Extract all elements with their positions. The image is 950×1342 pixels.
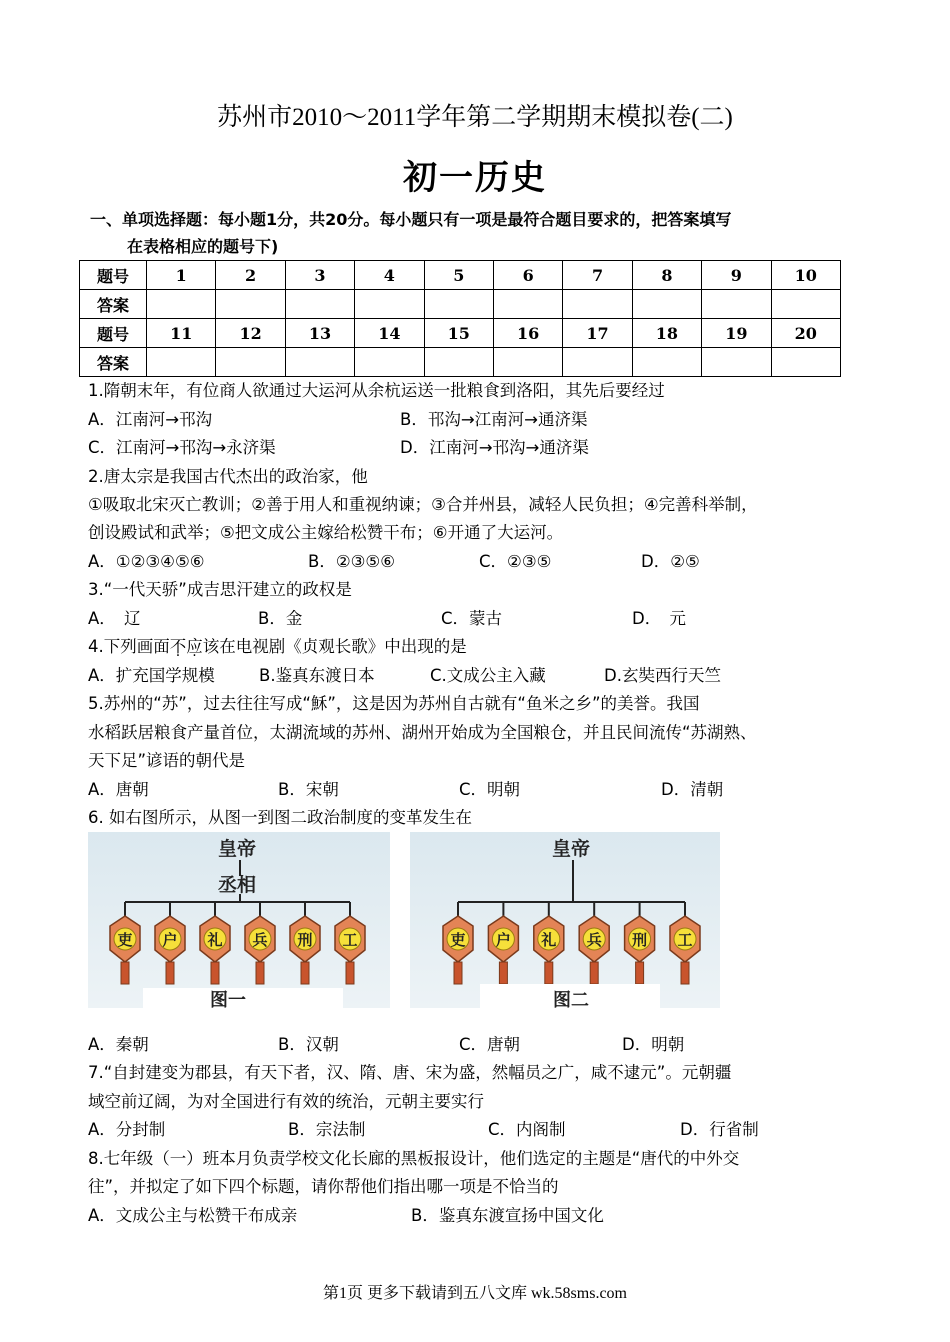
exam-subject: 初一历史 xyxy=(403,158,547,198)
emphasis-char: 应 xyxy=(186,637,203,656)
option-c: C．②③⑤ xyxy=(479,552,552,571)
question-8-line-1: 8.七年级（一）班本月负责学校文化长廊的黑板报设计，他们选定的主题是“唐代的中外交 xyxy=(88,1149,740,1168)
emphasis-char: 不 xyxy=(169,637,187,656)
option-a: A．江南河→邗沟 xyxy=(88,410,213,429)
option-d: D．清朝 xyxy=(661,780,724,799)
option-a: A．文成公主与松赞干布成亲 xyxy=(88,1206,298,1225)
option-a: A． 辽 xyxy=(88,609,141,628)
table-row xyxy=(80,290,841,319)
ministry-box xyxy=(670,902,700,984)
emperor-label: 皇帝 xyxy=(552,838,591,860)
option-a: A．秦朝 xyxy=(88,1035,149,1054)
answer-cell[interactable] xyxy=(147,348,216,377)
answer-cell[interactable] xyxy=(147,290,216,319)
table-cell: 1 xyxy=(147,261,216,290)
question-8-line-2: 往”，并拟定了如下四个标题，请你帮他们指出哪一项是不恰当的 xyxy=(88,1177,559,1196)
answer-label: 答案 xyxy=(80,348,147,377)
option-b: B．鉴真东渡宣扬中国文化 xyxy=(411,1206,604,1225)
answer-cell[interactable] xyxy=(424,290,493,319)
section-line-2: 在表格相应的题号下) xyxy=(127,237,279,256)
answer-cell[interactable] xyxy=(424,348,493,377)
table-cell: 15 xyxy=(424,319,493,348)
table-cell: 6 xyxy=(493,261,562,290)
question-5-line-2: 水稻跃居粮食产量首位，太湖流域的苏州、湖州开始成为全国粮仓，并且民间流传“苏湖熟、 xyxy=(88,723,757,742)
option-d: D． 元 xyxy=(632,609,686,628)
ministry-label: 户 xyxy=(495,931,511,949)
table-cell: 4 xyxy=(355,261,424,290)
answer-cell[interactable] xyxy=(563,348,632,377)
ministry-label: 礼 xyxy=(207,931,223,949)
question-7-line-1: 7.“自封建变为郡县，有天下者，汉、隋、唐、宋为盛，然幅员之广，咸不逮元”。元朝疆 xyxy=(88,1063,732,1082)
answer-cell[interactable] xyxy=(702,290,771,319)
option-c: C．唐朝 xyxy=(459,1035,521,1054)
option-b: B.鉴真东渡日本 xyxy=(259,666,375,685)
question-number-label: 题号 xyxy=(80,261,147,290)
table-cell: 13 xyxy=(285,319,354,348)
table-row xyxy=(80,319,841,348)
table-row xyxy=(80,261,841,290)
option-d: D．②⑤ xyxy=(641,552,700,571)
ministry-label: 吏 xyxy=(450,931,466,949)
answer-cell[interactable] xyxy=(771,348,840,377)
answer-cell[interactable] xyxy=(355,290,424,319)
option-a: A．唐朝 xyxy=(88,780,149,799)
ministry-label: 兵 xyxy=(586,931,602,949)
answer-cell[interactable] xyxy=(216,290,285,319)
figure-two-caption: 图二 xyxy=(553,990,589,1011)
option-c: C．江南河→邗沟→永济渠 xyxy=(88,438,276,457)
ministry-box xyxy=(534,902,564,984)
answer-cell[interactable] xyxy=(563,290,632,319)
question-2-detail-2: 创设殿试和武举；⑤把文成公主嫁给松赞干布；⑥开通了大运河。 xyxy=(88,523,564,542)
ministry-label: 兵 xyxy=(252,931,268,949)
answer-cell[interactable] xyxy=(285,290,354,319)
question-4-stem-post: 该在电视剧《贞观长歌》中出现的是 xyxy=(202,637,467,656)
table-cell: 2 xyxy=(216,261,285,290)
exam-title: 苏州市2010～2011学年第二学期期末模拟卷(二) xyxy=(217,104,733,131)
answer-cell[interactable] xyxy=(632,348,701,377)
option-c: C．明朝 xyxy=(459,780,521,799)
answer-cell[interactable] xyxy=(632,290,701,319)
option-b: B．宗法制 xyxy=(288,1120,366,1139)
answer-cell[interactable] xyxy=(771,290,840,319)
option-a: A．分封制 xyxy=(88,1120,166,1139)
answer-cell[interactable] xyxy=(493,290,562,319)
option-b: B．汉朝 xyxy=(278,1035,339,1054)
table-cell: 8 xyxy=(632,261,701,290)
ministry-label: 工 xyxy=(342,931,358,949)
table-cell: 5 xyxy=(424,261,493,290)
chancellor-label: 丞相 xyxy=(218,874,257,896)
table-cell: 14 xyxy=(355,319,424,348)
option-c: C．内阁制 xyxy=(488,1120,566,1139)
page-footer: 第1页 更多下载请到五八文库 wk.58sms.com xyxy=(322,1285,627,1302)
option-b: B．邗沟→江南河→通济渠 xyxy=(400,410,588,429)
section-line-1: 一、单项选择题：每小题1分，共20分。每小题只有一项是最符合题目要求的，把答案填写 xyxy=(90,210,732,229)
answer-cell[interactable] xyxy=(285,348,354,377)
option-a: A．扩充国学规模 xyxy=(88,666,215,685)
table-row xyxy=(80,348,841,377)
answer-label: 答案 xyxy=(80,290,147,319)
table-cell: 12 xyxy=(216,319,285,348)
table-cell: 17 xyxy=(563,319,632,348)
option-b: B．②③⑤⑥ xyxy=(308,552,395,571)
table-cell: 18 xyxy=(632,319,701,348)
table-cell: 7 xyxy=(563,261,632,290)
table-cell: 16 xyxy=(493,319,562,348)
answer-cell[interactable] xyxy=(216,348,285,377)
figure-one xyxy=(88,832,390,1011)
option-d: D．行省制 xyxy=(680,1120,759,1139)
ministry-box xyxy=(579,902,609,984)
emperor-label: 皇帝 xyxy=(218,838,257,860)
option-b: B．宋朝 xyxy=(278,780,339,799)
question-6-stem: 6. 如右图所示，从图一到图二政治制度的变革发生在 xyxy=(88,808,472,827)
answer-cell[interactable] xyxy=(355,348,424,377)
question-7-line-2: 域空前辽阔，为对全国进行有效的统治，元朝主要实行 xyxy=(88,1092,484,1111)
ministry-box xyxy=(200,902,230,984)
section-instructions xyxy=(90,206,870,260)
answer-cell[interactable] xyxy=(702,348,771,377)
question-4-stem xyxy=(88,633,878,662)
ministry-box xyxy=(625,902,655,984)
ministry-label: 礼 xyxy=(541,931,557,949)
figure-one-caption: 图一 xyxy=(210,990,246,1011)
ministry-box xyxy=(155,902,185,984)
option-d: D．江南河→邗沟→通济渠 xyxy=(400,438,589,457)
ministry-label: 吏 xyxy=(117,931,133,949)
table-cell: 9 xyxy=(702,261,771,290)
figure-two xyxy=(410,832,720,1011)
ministry-box xyxy=(443,902,473,984)
option-c: C.文成公主入藏 xyxy=(430,666,546,685)
question-5-line-3: 天下足”谚语的朝代是 xyxy=(88,751,246,770)
question-4-stem-pre: 4.下列画面 xyxy=(88,637,170,656)
table-cell: 10 xyxy=(771,261,840,290)
ministry-box xyxy=(245,902,275,984)
ministry-box xyxy=(488,902,518,984)
ministry-label: 工 xyxy=(677,931,693,949)
table-cell: 20 xyxy=(771,319,840,348)
question-3-stem: 3.“一代天骄”成吉思汗建立的政权是 xyxy=(88,580,352,599)
question-number-label: 题号 xyxy=(80,319,147,348)
answer-table xyxy=(79,260,841,377)
option-b: B．金 xyxy=(258,609,303,628)
ministry-label: 户 xyxy=(162,931,178,949)
ministry-box xyxy=(110,902,140,984)
ministry-box xyxy=(335,902,365,984)
option-d: D．明朝 xyxy=(622,1035,685,1054)
table-cell: 19 xyxy=(702,319,771,348)
table-cell: 11 xyxy=(147,319,216,348)
question-2-stem: 2.唐太宗是我国古代杰出的政治家，他 xyxy=(88,467,368,486)
question-1-stem: 1.隋朝末年，有位商人欲通过大运河从余杭运送一批粮食到洛阳，其先后要经过 xyxy=(88,381,665,400)
answer-cell[interactable] xyxy=(493,348,562,377)
ministry-label: 刑 xyxy=(632,931,648,949)
ministry-label: 刑 xyxy=(297,931,313,949)
option-a: A．①②③④⑤⑥ xyxy=(88,552,205,571)
table-cell: 3 xyxy=(285,261,354,290)
option-c: C．蒙古 xyxy=(441,609,503,628)
question-2-detail-1: ①吸取北宋灭亡教训；②善于用人和重视纳谏；③合并州县，减轻人民负担；④完善科举制， xyxy=(88,495,758,514)
option-d: D.玄奘西行天竺 xyxy=(604,666,721,685)
question-5-line-1: 5.苏州的“苏”，过去往往写成“穌”，这是因为苏州自古就有“鱼米之乡”的美誉。我国 xyxy=(88,694,700,713)
ministry-box xyxy=(290,902,320,984)
